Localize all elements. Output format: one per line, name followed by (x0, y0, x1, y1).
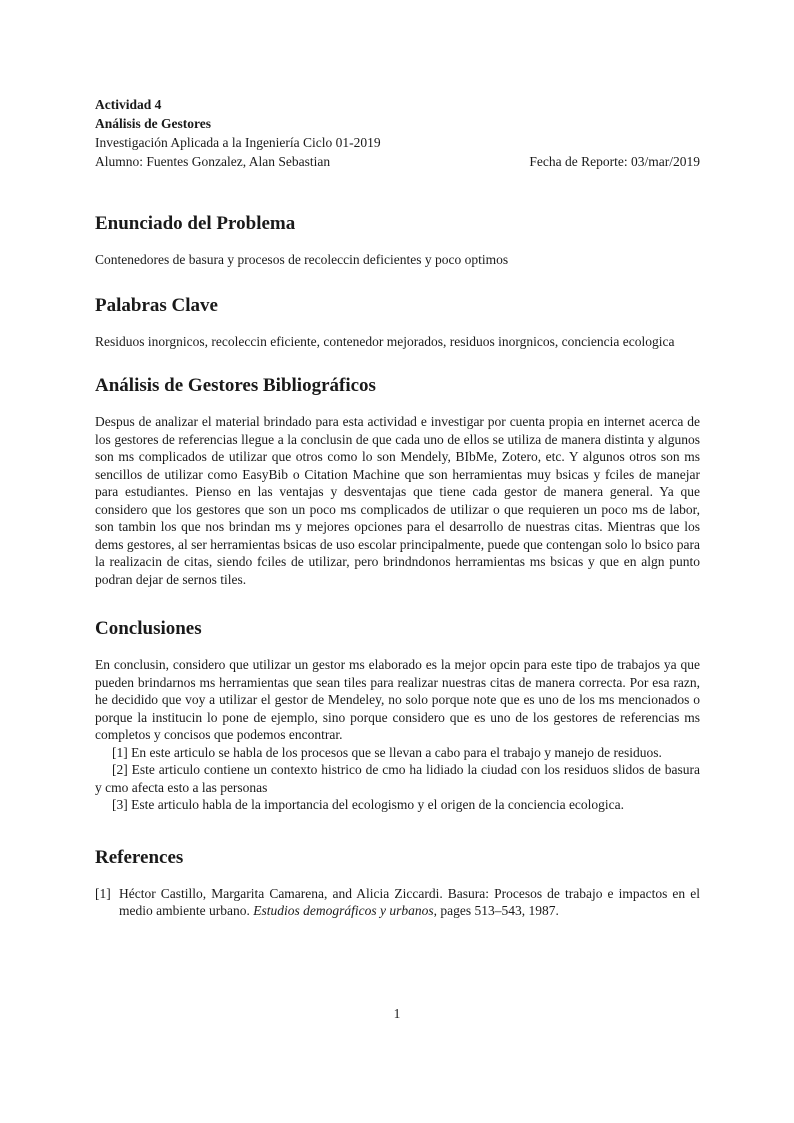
section-title-analisis: Análisis de Gestores Bibliográficos (95, 375, 376, 396)
reference-journal: Estudios demográficos y urbanos (253, 903, 434, 918)
section-title-conclusiones: Conclusiones (95, 618, 202, 639)
activity-subtitle: Análisis de Gestores (95, 116, 212, 131)
reference-label: [1] (95, 885, 111, 901)
reference-authors-title: Héctor Castillo, Margarita Camarena, and Alicia Ziccardi. Basura: Procesos de trabajo e impactos en el medio ambiente urbano. (119, 885, 700, 918)
annotation-1: [1] En este articulo se habla de los procesos que se llevan a cabo para el trabajo y manejo de residuos. (112, 744, 662, 760)
paragraph-analisis: Despus de analizar el material brindado para esta actividad e investigar por cuenta propia en internet acerca de los gestores de referencias llegue a la conclusin de que cada uno de ellos se utiliza de manera distinta y algunos son ms complicados de utilizar que otros como lo son Mendely, BIbMe, Zotero, etc. Y algunos otros son ms sencillos de utilizar como EasyBib o Citation Machine que son herramientas muy bsicas y fciles de manejar para estudiantes. Pienso en las ventajas y desventajas que tiene cada gestor de manera general. Ya que considero que los gestores que son un poco ms complicados de utilizar o que requieren un poco ms de labor, son tambin los que nos brindan ms y mejores opciones para el desarrollo de nuestras citas. Mientras que los dems gestores, al ser herramientas bsicas de uso escolar principalmente, puede que contengan solo lo bsico para la realizacin de citas, siendo fciles de utilizar, pero brindndonos herramientas ms bsicas y que en algn punto podran dejar de sernos tiles. (95, 414, 700, 587)
section-references (95, 847, 700, 920)
student-name: Alumno: Fuentes Gonzalez, Alan Sebastian (95, 154, 331, 169)
section-title-references: References (95, 846, 184, 868)
section-analisis-gestores (95, 375, 700, 588)
report-date: Fecha de Reporte: 03/mar/2019 (529, 154, 700, 169)
activity-title: Actividad 4 (95, 97, 162, 112)
section-title-enunciado: Enunciado del Problema (95, 213, 296, 234)
document-header (95, 95, 700, 171)
annotation-3: [3] Este articulo habla de la importancia del ecologismo y el origen de la conciencia ecologica. (112, 797, 625, 812)
reference-pages-year: , pages 513–543, 1987. (433, 903, 559, 918)
paragraph-conclusiones: En conclusin, considero que utilizar un gestor ms elaborado es la mejor opcin para este tipo de trabajos ya que pueden brindarnos ms herramientas que sean tiles para realizar nuestras citas de manera correcta. Por esa razn, he decidido que voy a utilizar el gestor de Mendeley, no solo porque note que es uno de los ms mencionados o porque la institucin lo pone de ejemplo, sino porque considero que es uno de los gestores de referencias ms completos y concisos que podemos encontrar. (95, 657, 700, 742)
page-number: 1 (393, 1006, 401, 1021)
section-enunciado-del-problema (95, 213, 700, 269)
section-conclusiones (95, 618, 700, 814)
paragraph-enunciado: Contenedores de basura y procesos de recoleccin deficientes y poco optimos (95, 252, 509, 267)
annotation-2: [2] Este articulo contiene un contexto histrico de cmo ha lidiado la ciudad con los residuos slidos de basura y cmo afecta esto a las personas (95, 762, 700, 795)
course-line: Investigación Aplicada a la Ingeniería Ciclo 01-2019 (95, 135, 381, 150)
section-palabras-clave (95, 295, 700, 351)
reference-entry (95, 885, 700, 920)
paragraph-palabras-clave: Residuos inorgnicos, recoleccin eficiente, contenedor mejorados, residuos inorgnicos, conciencia ecologica (95, 333, 675, 349)
header-meta-row (95, 152, 700, 171)
section-title-palabras-clave: Palabras Clave (95, 294, 218, 316)
